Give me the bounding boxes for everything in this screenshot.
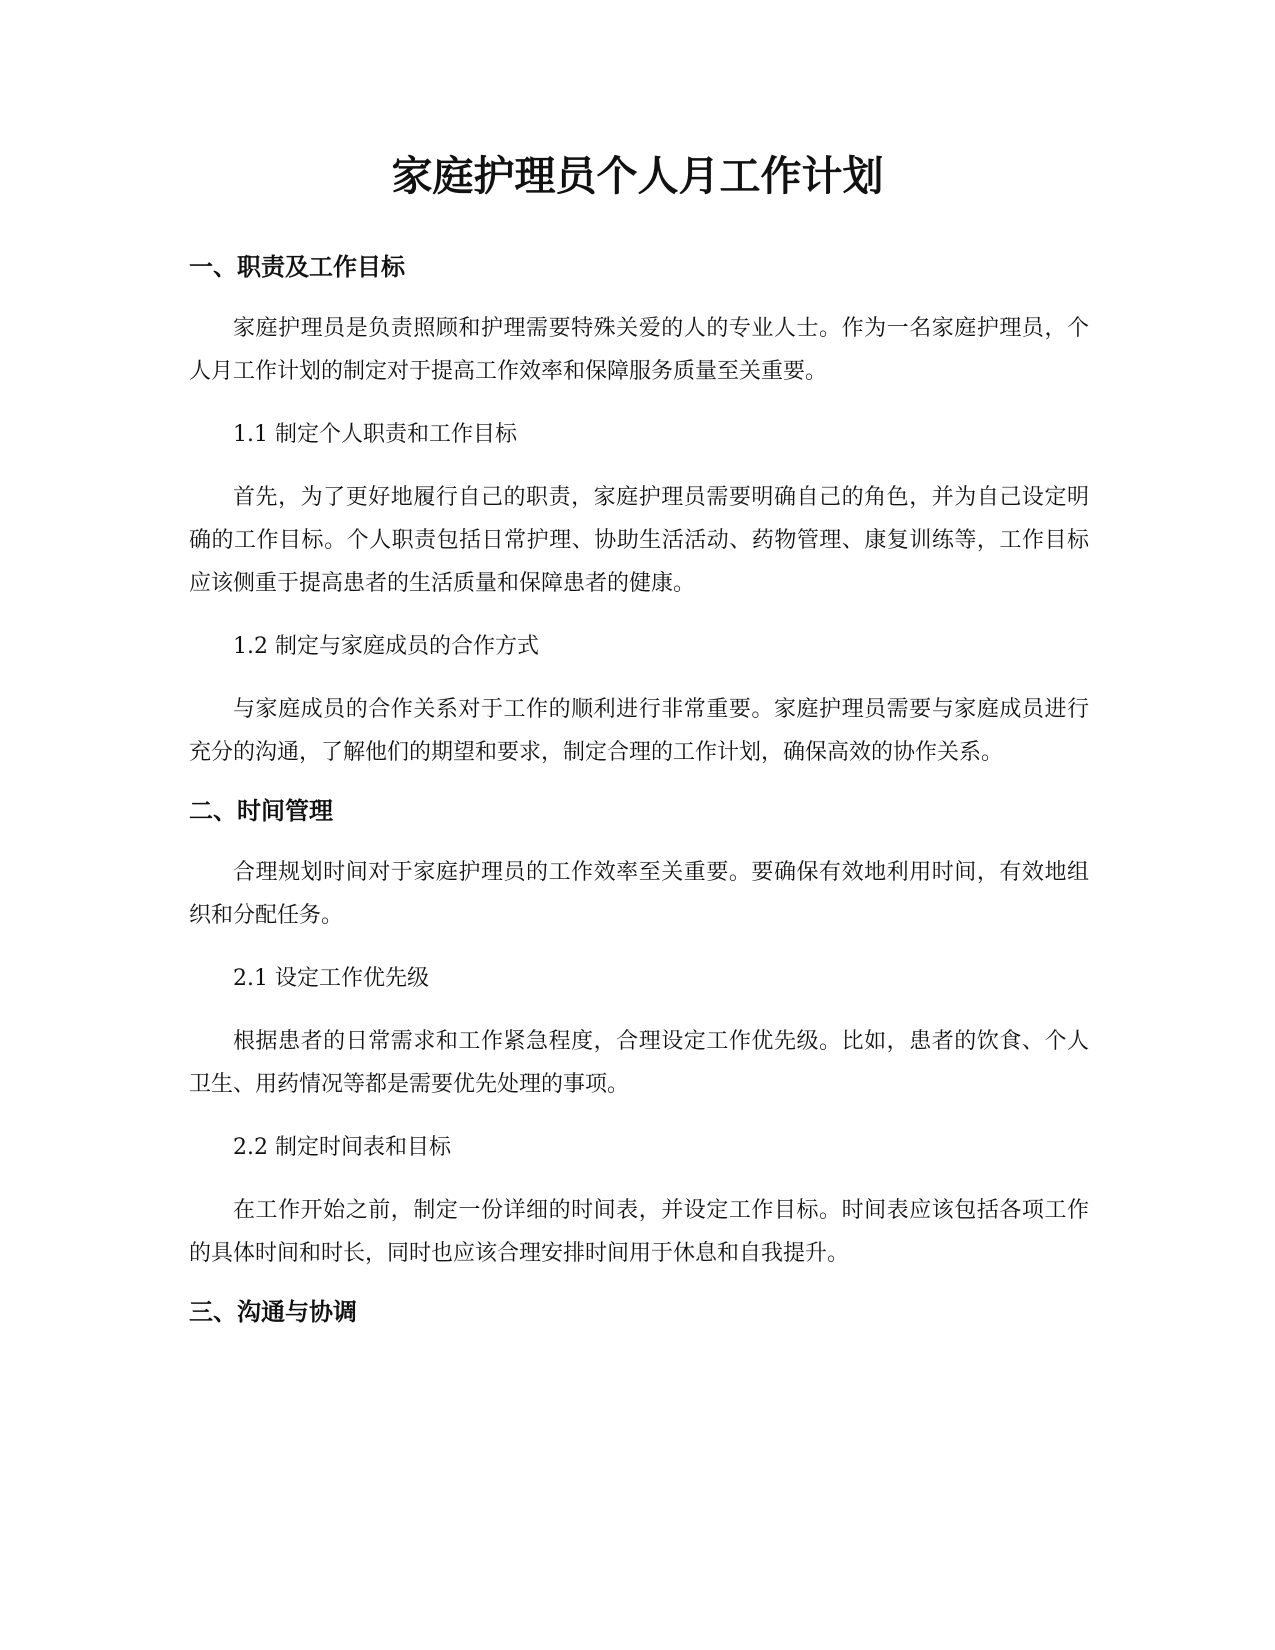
section-1-intro: 家庭护理员是负责照顾和护理需要特殊关爱的人的专业人士。作为一名家庭护理员，个人月工作计划的制定对于提高工作效率和保障服务质量至关重要。 [189, 316, 1089, 384]
section-2-intro: 合理规划时间对于家庭护理员的工作效率至关重要。要确保有效地利用时间，有效地组织和分配任务。 [189, 860, 1089, 928]
section-heading-1: 一、职责及工作目标 [189, 253, 405, 281]
page-title: 家庭护理员个人月工作计划 [391, 152, 884, 200]
subsection-heading-2-2: 2.2 制定时间表和目标 [233, 1135, 451, 1160]
section-heading-2: 二、时间管理 [189, 797, 333, 825]
section-heading-3: 三、沟通与协调 [189, 1298, 357, 1326]
subsection-2-2-text: 在工作开始之前，制定一份详细的时间表，并设定工作目标。时间表应该包括各项工作的具体时间和时长，同时也应该合理安排时间用于休息和自我提升。 [189, 1198, 1089, 1266]
subsection-heading-1-2: 1.2 制定与家庭成员的合作方式 [233, 634, 539, 659]
subsection-1-2-text: 与家庭成员的合作关系对于工作的顺利进行非常重要。家庭护理员需要与家庭成员进行充分的沟通，了解他们的期望和要求，制定合理的工作计划，确保高效的协作关系。 [189, 697, 1089, 765]
subsection-1-1-text: 首先，为了更好地履行自己的职责，家庭护理员需要明确自己的角色，并为自己设定明确的工作目标。个人职责包括日常护理、协助生活活动、药物管理、康复训练等，工作目标应该侧重于提高患者的生活质量和保障患者的健康。 [189, 485, 1089, 596]
subsection-heading-2-1: 2.1 设定工作优先级 [233, 966, 429, 991]
subsection-2-1-text: 根据患者的日常需求和工作紧急程度，合理设定工作优先级。比如，患者的饮食、个人卫生、用药情况等都是需要优先处理的事项。 [189, 1029, 1089, 1097]
document-body [189, 250, 1089, 1352]
subsection-heading-1-1: 1.1 制定个人职责和工作目标 [233, 422, 517, 447]
